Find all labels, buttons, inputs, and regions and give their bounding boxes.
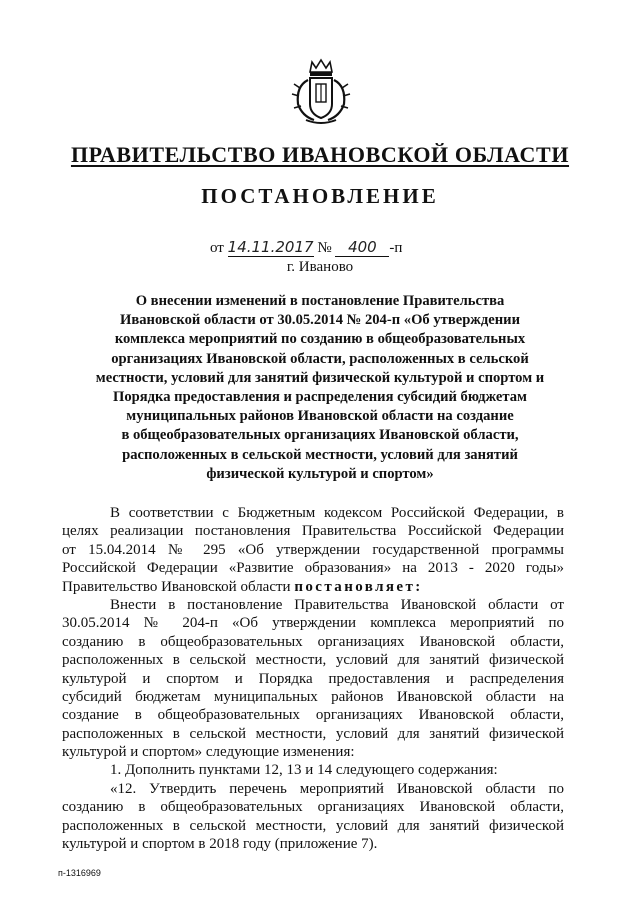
subject-line: в общеобразовательных организациях Ивановской области, bbox=[121, 427, 519, 444]
body-line: от 15.04.2014 № 295 «Об утверждении государственной программы bbox=[62, 541, 564, 558]
document-subject bbox=[92, 292, 548, 484]
city: г. Иваново bbox=[286, 259, 354, 275]
number-suffix: -п bbox=[389, 240, 403, 256]
date-number-line bbox=[210, 238, 402, 257]
ivanovo-coat-of-arms-icon bbox=[290, 58, 352, 126]
body-line: Российской Федерации «Развитие образования» на 2013 - 2020 годы» bbox=[62, 560, 564, 577]
resolution-prefix: Правительство Ивановской области bbox=[62, 578, 291, 595]
coat-of-arms-emblem bbox=[290, 58, 352, 126]
body-line: созданию в общеобразовательных организациях Ивановской области, bbox=[62, 633, 564, 650]
body-line: 1. Дополнить пунктами 12, 13 и 14 следующего содержания: bbox=[110, 762, 498, 779]
document-code: п-1316969 bbox=[58, 868, 101, 878]
subject-line: физической культурой и спортом» bbox=[206, 465, 434, 482]
body-line: культурой и спортом в 2018 году (приложение 7). bbox=[62, 836, 378, 853]
date-value: 14.11.2017 bbox=[227, 238, 314, 256]
number-value: 400 bbox=[335, 238, 389, 257]
subject-line: комплекса мероприятий по созданию в общеобразовательных bbox=[114, 331, 526, 348]
number-sign: № bbox=[317, 240, 332, 256]
subject-line: местности, условий для занятий физической культурой и спортом и bbox=[95, 369, 545, 386]
subject-line: муниципальных районов Ивановской области на создание bbox=[126, 408, 514, 425]
subject-line: О внесении изменений в постановление Правительства bbox=[135, 293, 505, 309]
body-line: расположенных в сельской местности, условий для занятий физической bbox=[62, 652, 564, 669]
resolution-keyword: постановляет: bbox=[294, 578, 423, 595]
subject-line: организациях Ивановской области, расположенных в сельской bbox=[111, 350, 529, 367]
body-line bbox=[62, 578, 564, 596]
body-line: целях реализации постановления Правительства Российской Федерации bbox=[62, 523, 564, 540]
body-line: 30.05.2014 № 204-п «Об утверждении комплекса мероприятий по bbox=[62, 615, 564, 632]
body-line: Внести в постановление Правительства Ивановской области от bbox=[110, 596, 564, 613]
body-line: культурой и спортом и Порядка предоставления и распределения bbox=[62, 670, 564, 687]
subject-line: расположенных в сельской местности, условий для занятий bbox=[122, 446, 518, 463]
body-line: В соответствии с Бюджетным кодексом Российской Федерации, в bbox=[110, 505, 564, 521]
subject-line: Ивановской области от 30.05.2014 № 204-п «Об утверждении bbox=[120, 312, 520, 329]
body-line: создание в общеобразовательных организациях Ивановской области, bbox=[62, 707, 564, 724]
subject-line: Порядка предоставления и распределения субсидий бюджетам bbox=[112, 389, 527, 406]
body-line: культурой и спортом» следующие изменения: bbox=[62, 744, 355, 761]
body-line: субсидий бюджетам муниципальных районов Ивановской области на bbox=[62, 688, 564, 705]
body-line: расположенных в сельской местности, условий для занятий физической bbox=[62, 817, 564, 834]
body-line: созданию в общеобразовательных организациях Ивановской области, bbox=[62, 799, 564, 816]
body-line: «12. Утвердить перечень мероприятий Ивановской области по bbox=[110, 780, 564, 797]
document-type: ПОСТАНОВЛЕНИЕ bbox=[201, 184, 439, 208]
date-prefix: от bbox=[210, 240, 224, 256]
document-body bbox=[62, 504, 564, 853]
government-title: ПРАВИТЕЛЬСТВО ИВАНОВСКОЙ ОБЛАСТИ bbox=[70, 142, 570, 167]
body-line: расположенных в сельской местности, условий для занятий физической bbox=[62, 725, 564, 742]
